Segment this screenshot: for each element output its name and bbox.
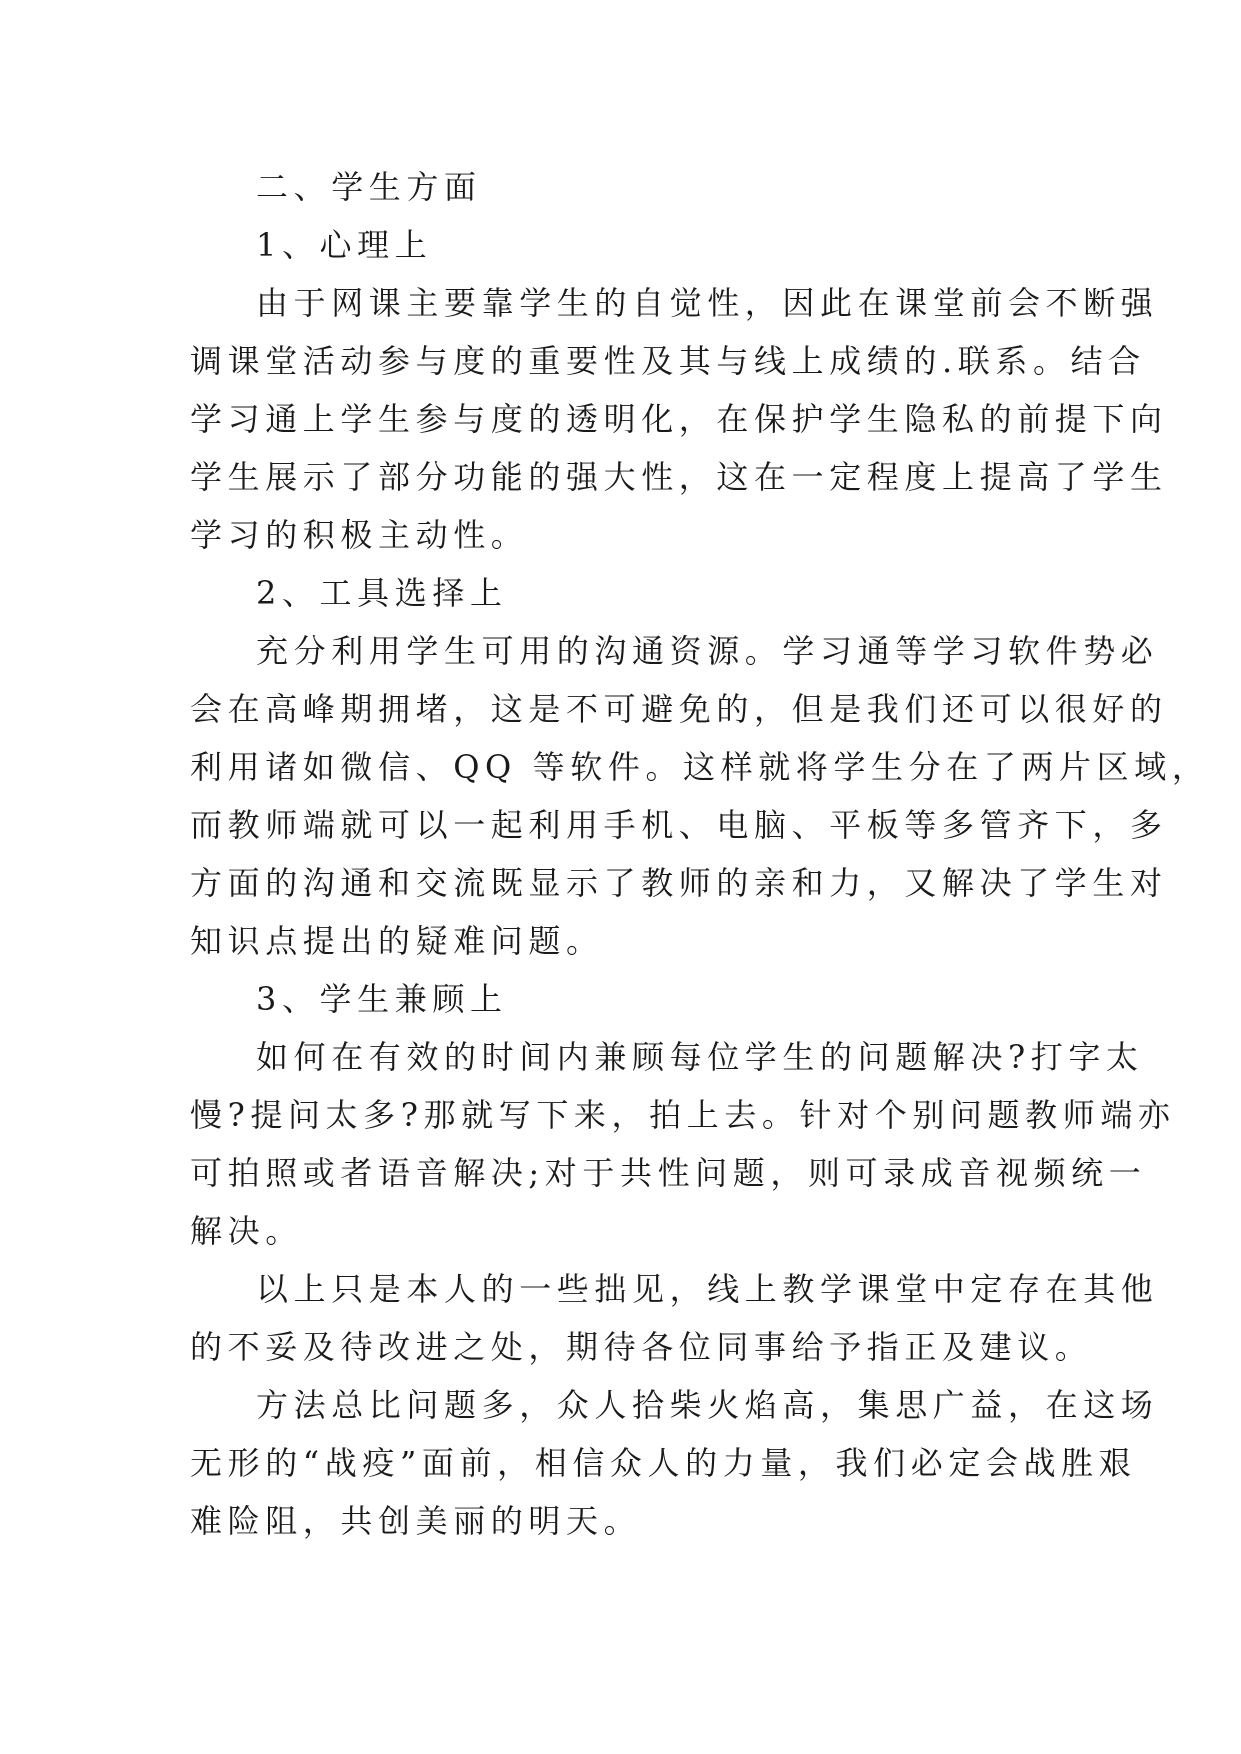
subheading-tool-selection: 2、工具选择上 (256, 574, 508, 612)
paragraph-line: 可拍照或者语音解决;对于共性问题，则可录成音视频统一 (190, 1154, 1147, 1192)
paragraph-line: 慢?提问太多?那就写下来，拍上去。针对个别问题教师端亦 (190, 1096, 1176, 1134)
paragraph-line: 学习的积极主动性。 (190, 516, 529, 554)
paragraph-line: 方法总比问题多，众人拾柴火焰高，集思广益，在这场 (256, 1386, 1159, 1424)
paragraph-line: 难险阻，共创美丽的明天。 (190, 1502, 642, 1540)
paragraph-line: 解决。 (190, 1212, 303, 1250)
paragraph-line: 学生展示了部分功能的强大性，这在一定程度上提高了学生 (190, 458, 1168, 496)
paragraph-line: 无形的“战疫”面前，相信众人的力量，我们必定会战胜艰 (190, 1444, 1137, 1482)
paragraph-line: 充分利用学生可用的沟通资源。学习通等学习软件势必 (256, 632, 1159, 670)
paragraph-line: 以上只是本人的一些拙见，线上教学课堂中定存在其他 (256, 1270, 1159, 1308)
section-heading-students: 二、学生方面 (256, 168, 482, 206)
subheading-student-coverage: 3、学生兼顾上 (256, 980, 508, 1018)
paragraph-line: 学习通上学生参与度的透明化，在保护学生隐私的前提下向 (190, 400, 1168, 438)
paragraph-line: 知识点提出的疑难问题。 (190, 922, 604, 960)
document-body (190, 158, 1210, 1550)
paragraph-line: 而教师端就可以一起利用手机、电脑、平板等多管齐下，多 (190, 806, 1168, 844)
paragraph-line: 调课堂活动参与度的重要性及其与线上成绩的.联系。结合 (190, 342, 1146, 380)
subheading-psychology: 1、心理上 (256, 226, 433, 264)
paragraph-line: 的不妥及待改进之处，期待各位同事给予指正及建议。 (190, 1328, 1093, 1366)
paragraph-line: 利用诸如微信、QQ 等软件。这样就将学生分在了两片区域， (190, 748, 1210, 786)
paragraph-line: 如何在有效的时间内兼顾每位学生的问题解决?打字太 (256, 1038, 1144, 1076)
paragraph-line: 会在高峰期拥堵，这是不可避免的，但是我们还可以很好的 (190, 690, 1168, 728)
paragraph-line: 由于网课主要靠学生的自觉性，因此在课堂前会不断强 (256, 284, 1159, 322)
paragraph-line: 方面的沟通和交流既显示了教师的亲和力，又解决了学生对 (190, 864, 1168, 902)
